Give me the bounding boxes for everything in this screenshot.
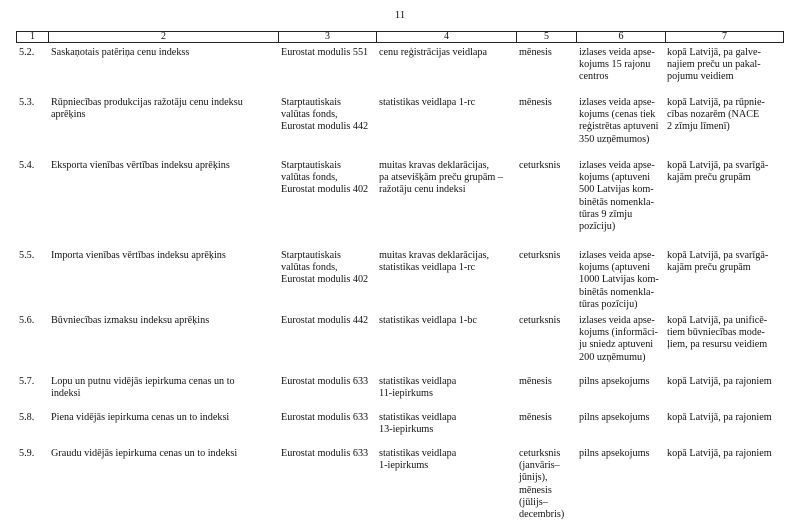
row-form: statistikas veidlapa 11-iepirkums	[379, 376, 457, 400]
row-period: mēnesis	[519, 376, 552, 387]
row-coverage: kopā Latvijā, pa rajoniem	[667, 448, 772, 459]
table-header	[16, 31, 784, 43]
row-name: Importa vienības vērtības indeksu aprēķins	[51, 250, 226, 261]
row-source: Starptautiskais valūtas fonds, Eurostat modulis 402	[281, 160, 369, 196]
row-number: 5.6.	[19, 315, 35, 326]
row-coverage: kopā Latvijā, pa svarīgā- kajām preču grupām	[667, 250, 769, 274]
row-number: 5.9.	[19, 448, 35, 459]
row-number: 5.8.	[19, 412, 35, 423]
row-source: Starptautiskais valūtas fonds, Eurostat modulis 402	[281, 250, 369, 286]
row-number: 5.3.	[19, 97, 35, 108]
header-col-4: 4	[376, 32, 516, 42]
row-form: muitas kravas deklarācijas, pa atsevišķām preču grupām – ražotāju cenu indeksi	[379, 160, 503, 196]
row-form: muitas kravas deklarācijas, statistikas veidlapa 1-rc	[379, 250, 490, 274]
row-name: Rūpniecības produkcijas ražotāju cenu indeksu aprēķins	[51, 97, 243, 121]
row-form: statistikas veidlapa 1-bc	[379, 315, 477, 326]
row-name: Piena vidējās iepirkuma cenas un to indeksi	[51, 412, 230, 423]
row-coverage: kopā Latvijā, pa svarīgā- kajām preču grupām	[667, 160, 769, 184]
header-col-1: 1	[30, 31, 35, 42]
row-period: ceturksnis	[519, 160, 561, 171]
row-name: Lopu un putnu vidējās iepirkuma cenas un to indeksi	[51, 376, 235, 400]
row-form: statistikas veidlapa 13-iepirkums	[379, 412, 457, 436]
row-survey: pilns apsekojums	[579, 448, 650, 459]
row-period: mēnesis	[519, 97, 552, 108]
row-coverage: kopā Latvijā, pa rajoniem	[667, 412, 772, 423]
row-number: 5.4.	[19, 160, 35, 171]
row-survey: pilns apsekojums	[579, 376, 650, 387]
header-col-5: 5	[516, 32, 576, 42]
row-coverage: kopā Latvijā, pa rajoniem	[667, 376, 772, 387]
row-name: Saskaņotais patēriņa cenu indekss	[51, 47, 190, 58]
row-number: 5.7.	[19, 376, 35, 387]
row-source: Eurostat modulis 633	[281, 448, 369, 459]
row-period: ceturksnis	[519, 250, 561, 261]
row-coverage: kopā Latvijā, pa unificē- tiem būvniecības mode- ļiem, pa resursu veidiem	[667, 315, 768, 351]
row-survey: izlases veida apse- kojums (aptuveni 500 Latvijas kom- binētās nomenkla- tūras 9 zīmju pozīciju)	[579, 160, 655, 233]
row-source: Eurostat modulis 442	[281, 315, 369, 326]
row-survey: izlases veida apse- kojums (cenas tiek reģistrētas aptuveni 350 uzņēmumos)	[579, 97, 659, 145]
row-period: ceturksnis (janvāris– jūnijs), mēnesis (jūlijs– decembris)	[519, 448, 565, 521]
page-number: 11	[394, 9, 406, 21]
row-source: Eurostat modulis 551	[281, 47, 369, 58]
row-number: 5.5.	[19, 250, 35, 261]
header-col-6: 6	[576, 32, 665, 42]
row-survey: pilns apsekojums	[579, 412, 650, 423]
row-survey: izlases veida apse- kojums (aptuveni 1000 Latvijas kom- binētās nomenkla- tūras pozīciju)	[579, 250, 659, 310]
header-col-2: 2	[48, 32, 278, 42]
row-form: statistikas veidlapa 1-iepirkums	[379, 448, 457, 472]
row-name: Būvniecības izmaksu indeksu aprēķins	[51, 315, 210, 326]
row-coverage: kopā Latvijā, pa galve- najiem preču un pakal- pojumu veidiem	[667, 47, 761, 83]
row-name: Eksporta vienības vērtības indeksu aprēķins	[51, 160, 230, 171]
row-survey: izlases veida apse- kojums 15 rajonu centros	[579, 47, 655, 83]
row-source: Eurostat modulis 633	[281, 376, 369, 387]
row-name: Graudu vidējās iepirkuma cenas un to indeksi	[51, 448, 238, 459]
row-form: statistikas veidlapa 1-rc	[379, 97, 476, 108]
row-source: Starptautiskais valūtas fonds, Eurostat modulis 442	[281, 97, 369, 133]
row-form: cenu reģistrācijas veidlapa	[379, 47, 488, 58]
header-col-3: 3	[278, 32, 376, 42]
row-coverage: kopā Latvijā, pa rūpnie- cības nozarēm (NACE 2 zīmju līmenī)	[667, 97, 765, 133]
row-period: mēnesis	[519, 412, 552, 423]
row-survey: izlases veida apse- kojums (informāci- ju sniedz aptuveni 200 uzņēmumu)	[579, 315, 658, 363]
row-period: mēnesis	[519, 47, 552, 58]
row-period: ceturksnis	[519, 315, 561, 326]
row-number: 5.2.	[19, 47, 35, 58]
row-source: Eurostat modulis 633	[281, 412, 369, 423]
header-col-7: 7	[665, 32, 783, 42]
